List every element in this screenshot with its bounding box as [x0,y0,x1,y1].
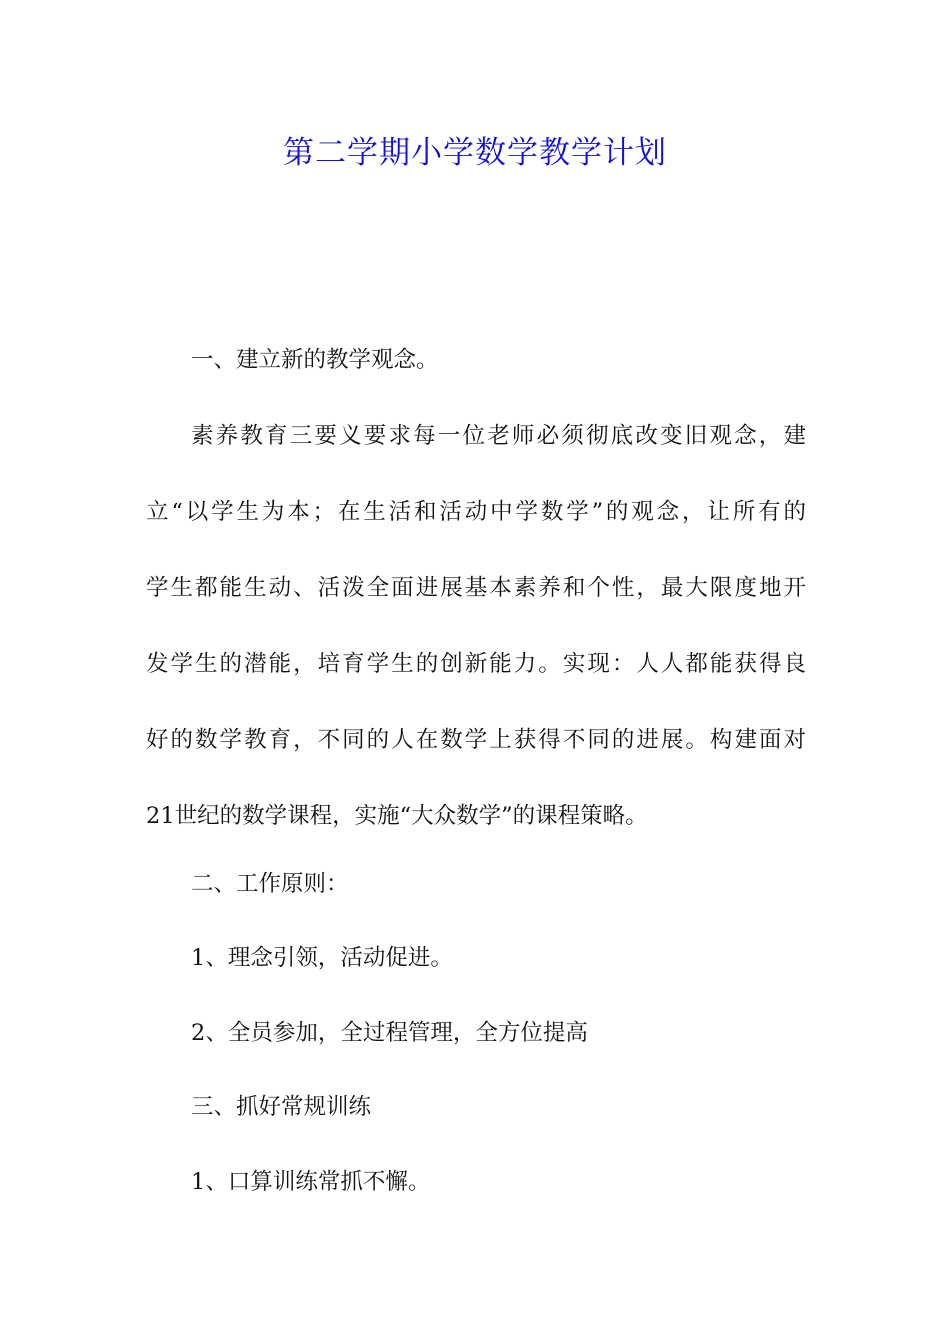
paragraph-line: 好的数学教育，不同的人在数学上获得不同的进展。构建面对 [146,727,806,753]
paragraph-1 [146,398,806,854]
list-item: 1、口算训练常抓不懈。 [191,1169,431,1195]
section-heading-2: 二、工作原则： [191,871,349,897]
paragraph-line: 立“以学生为本；在生活和活动中学数学”的观念，让所有的 [146,499,806,525]
list-item: 2、全员参加，全过程管理，全方位提高 [191,1020,588,1046]
paragraph-line: 学生都能生动、活泼全面进展基本素养和个性，最大限度地开 [146,575,806,601]
paragraph-line: 发学生的潜能，培育学生的创新能力。实现：人人都能获得良 [146,651,806,677]
list-item: 1、理念引领，活动促进。 [191,945,453,971]
section-heading-1: 一、建立新的教学观念。 [191,347,439,373]
document-title: 第二学期小学数学教学计划 [283,135,667,171]
section-heading-3: 三、抓好常规训练 [191,1094,372,1120]
paragraph-line: 21世纪的数学课程，实施“大众数学”的课程策略。 [146,803,648,829]
paragraph-line: 素养教育三要义要求每一位老师必须彻底改变旧观念，建 [191,423,806,449]
